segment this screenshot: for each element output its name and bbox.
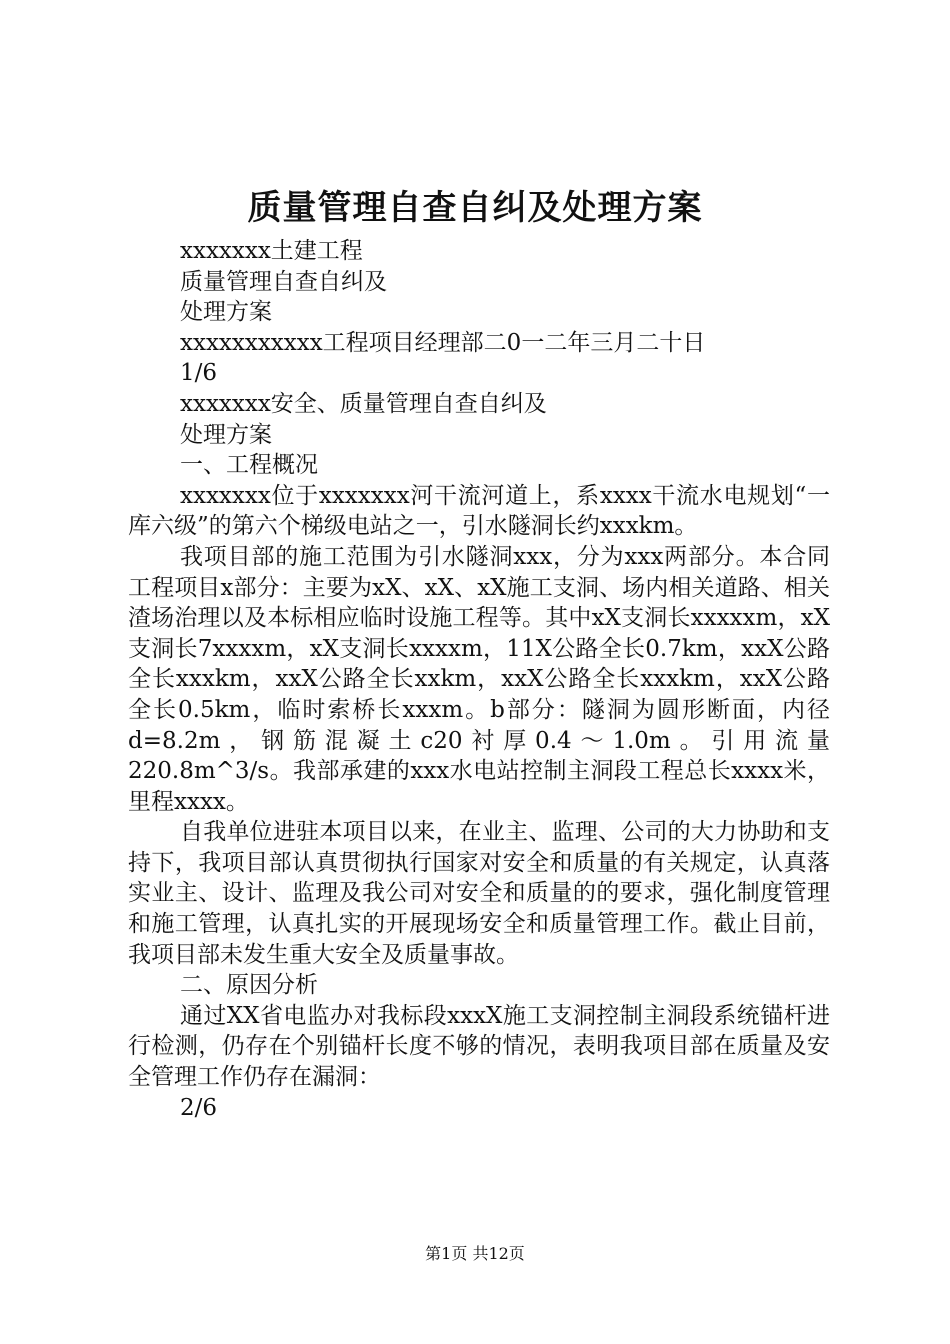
page-marker: 1/6 <box>180 360 218 387</box>
paragraph-overview: xxxxxxx位于xxxxxxx河干流河道上，系xxxx干流水电规划“一库六级”的第六个梯级电站之一，引水隧洞长约xxxkm。 <box>128 482 830 540</box>
text-line: xxxxxxx安全、质量管理自查自纠及 <box>180 390 547 417</box>
paragraph-scope: 我项目部的施工范围为引水隧洞xxx，分为xxx两部分。本合同工程项目x部分：主要为xX、xX、xX施工支洞、场内相关道路、相关渣场治理以及本标相应临时设施工程等。其中xX支洞长xxxxxm，xX支洞长7xxxxm，xX支洞长xxxxm，11X公路全长0.7km，xxX公路全长xxxkm，xxX公路全长xxkm，xxX公路全长xxxkm，xxX公路全长0.5km，临时索桥长xxxm。b部分：隧洞为圆形断面，内径d=8.2m，钢筋混凝土c20衬厚0.4～1.0m。引用流量220.8m^3/s。我部承建的xxx水电站控制主洞段工程总长xxxx米，里程xxxx。 <box>128 543 830 815</box>
document-body <box>128 236 830 1123</box>
document-title: 质量管理自查自纠及处理方案 <box>247 188 703 228</box>
section-heading-1: 一、工程概况 <box>180 452 318 479</box>
page-footer: 第1页 共12页 <box>425 1244 525 1263</box>
text-line: 处理方案 <box>180 299 272 326</box>
text-line: 质量管理自查自纠及 <box>180 268 387 295</box>
page-marker: 2/6 <box>180 1094 218 1121</box>
section-heading-2: 二、原因分析 <box>180 972 318 999</box>
text-line: 处理方案 <box>180 421 272 448</box>
text-line: xxxxxxx土建工程 <box>180 238 363 264</box>
paragraph-analysis: 通过XX省电监办对我标段xxxX施工支洞控制主洞段系统锚杆进行检测，仍存在个别锚杆长度不够的情况，表明我项目部在质量及安全管理工作仍存在漏洞： <box>128 1002 830 1091</box>
paragraph-progress: 自我单位进驻本项目以来，在业主、监理、公司的大力协助和支持下，我项目部认真贯彻执行国家对安全和质量的有关规定，认真落实业主、设计、监理及我公司对安全和质量的的要求，强化制度管理和施工管理，认真扎实的开展现场安全和质量管理工作。截止目前，我项目部未发生重大安全及质量事故。 <box>128 819 830 968</box>
text-line: xxxxxxxxxxx工程项目经理部二0一二年三月二十日 <box>180 329 706 356</box>
